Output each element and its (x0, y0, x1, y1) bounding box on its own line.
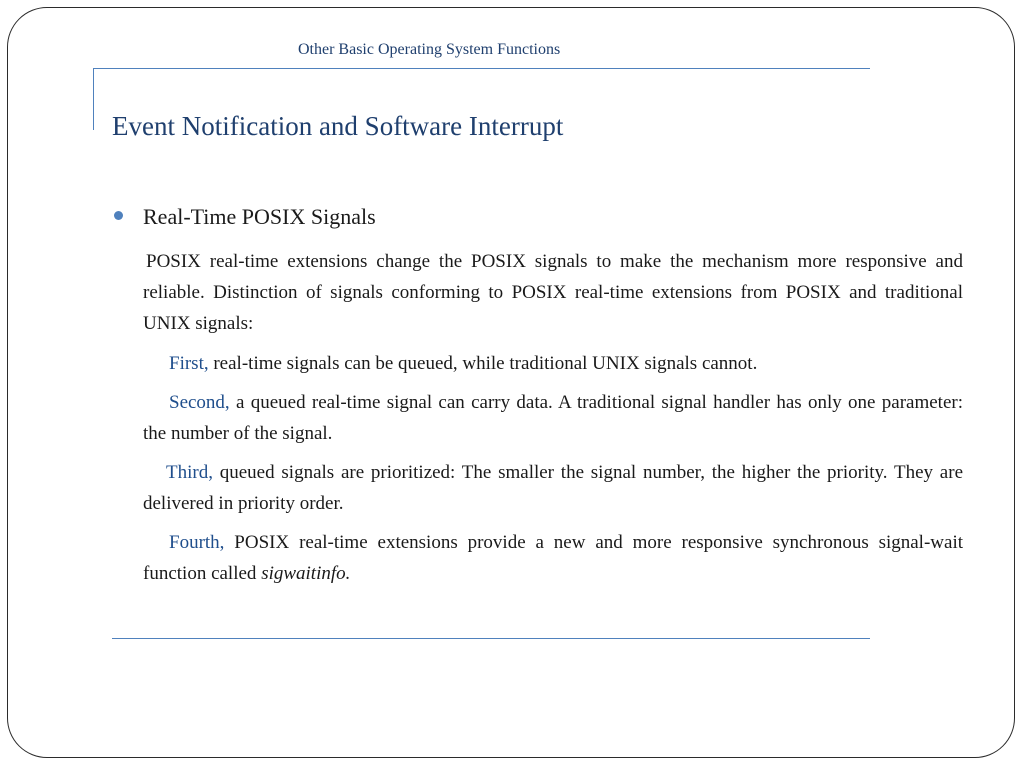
function-term: sigwaitinfo (261, 563, 346, 584)
bullet-heading: Real-Time POSIX Signals (143, 204, 376, 229)
point-text: POSIX real-time extensions provide a new and more responsive synchronous signal-wait function called (143, 532, 963, 584)
bullet-dot-icon (114, 211, 123, 220)
header-rule (93, 68, 870, 69)
point-fourth (143, 527, 963, 589)
point-second (143, 387, 963, 449)
point-text: queued signals are prioritized: The smaller the signal number, the higher the priority. They are delivered in priority order. (143, 462, 963, 514)
footer-rule (112, 638, 870, 639)
point-lead: Second, (169, 392, 230, 413)
point-text: a queued real-time signal can carry data. A traditional signal handler has only one parameter: the number of the signal. (143, 392, 963, 444)
title-accent-rule (93, 68, 94, 130)
point-lead: Third, (166, 462, 213, 483)
point-lead: First, (169, 353, 209, 374)
intro-paragraph: POSIX real-time extensions change the POSIX signals to make the mechanism more responsive and reliable. Distinction of signals conforming to POSIX real-time extensions from POSIX and traditional UNIX signals: (143, 251, 963, 334)
point-lead: Fourth, (169, 532, 225, 553)
slide-title: Event Notification and Software Interrupt (112, 111, 564, 141)
point-third (143, 457, 963, 519)
term-tail: . (345, 563, 351, 584)
point-text: real-time signals can be queued, while traditional UNIX signals cannot. (208, 353, 758, 374)
slide-header: Other Basic Operating System Functions (298, 41, 561, 58)
point-first (143, 348, 963, 379)
